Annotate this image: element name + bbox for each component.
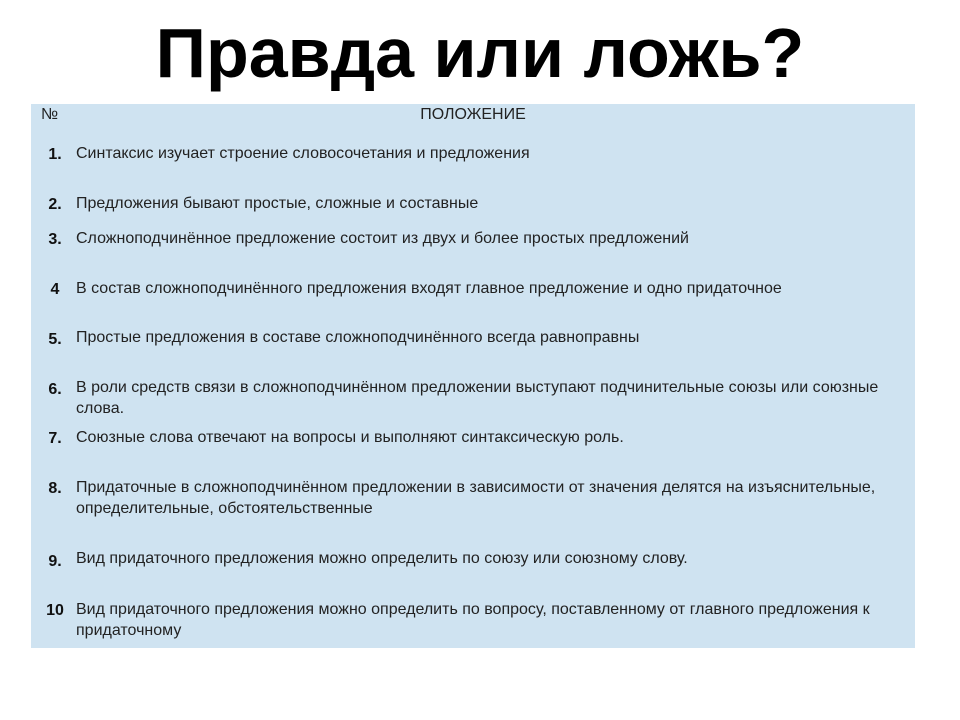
row-text: Вид придаточного предложения можно определить по вопросу, поставленному от главного предложения к придаточному <box>76 601 870 639</box>
row-number: 9. <box>48 553 62 570</box>
row-number: 1. <box>48 146 62 163</box>
row-text: Союзные слова отвечают на вопросы и выполняют синтаксическую роль. <box>76 429 624 446</box>
row-text: Вид придаточного предложения можно определить по союзу или союзному слову. <box>76 550 688 567</box>
row-text: Простые предложения в составе сложноподчинённого всегда равноправны <box>76 329 640 346</box>
row-number: 6. <box>48 381 62 398</box>
row-text: Синтаксис изучает строение словосочетания и предложения <box>76 145 530 162</box>
header-position: ПОЛОЖЕНИЕ <box>420 106 526 123</box>
header-number: № <box>41 106 59 123</box>
row-number: 10 <box>46 602 64 619</box>
row-text: В состав сложноподчинённого предложения входят главное предложение и одно придаточное <box>76 280 782 297</box>
row-number: 8. <box>48 480 62 497</box>
row-number: 7. <box>48 430 62 447</box>
page-title: Правда или ложь? <box>155 14 805 92</box>
row-number: 2. <box>48 196 62 213</box>
row-text: Сложноподчинённое предложение состоит из двух и более простых предложений <box>76 230 689 247</box>
statements-table <box>31 104 915 648</box>
row-number: 4 <box>50 281 60 298</box>
row-number: 5. <box>48 331 62 348</box>
row-text: В роли средств связи в сложноподчинённом предложении выступают подчинительные союзы или союзные слова. <box>76 379 879 417</box>
row-text: Предложения бывают простые, сложные и составные <box>76 195 479 212</box>
row-text: Придаточные в сложноподчинённом предложении в зависимости от значения делятся на изъяснительные, определительные, обстоятельственные <box>76 479 876 517</box>
row-number: 3. <box>48 231 62 248</box>
